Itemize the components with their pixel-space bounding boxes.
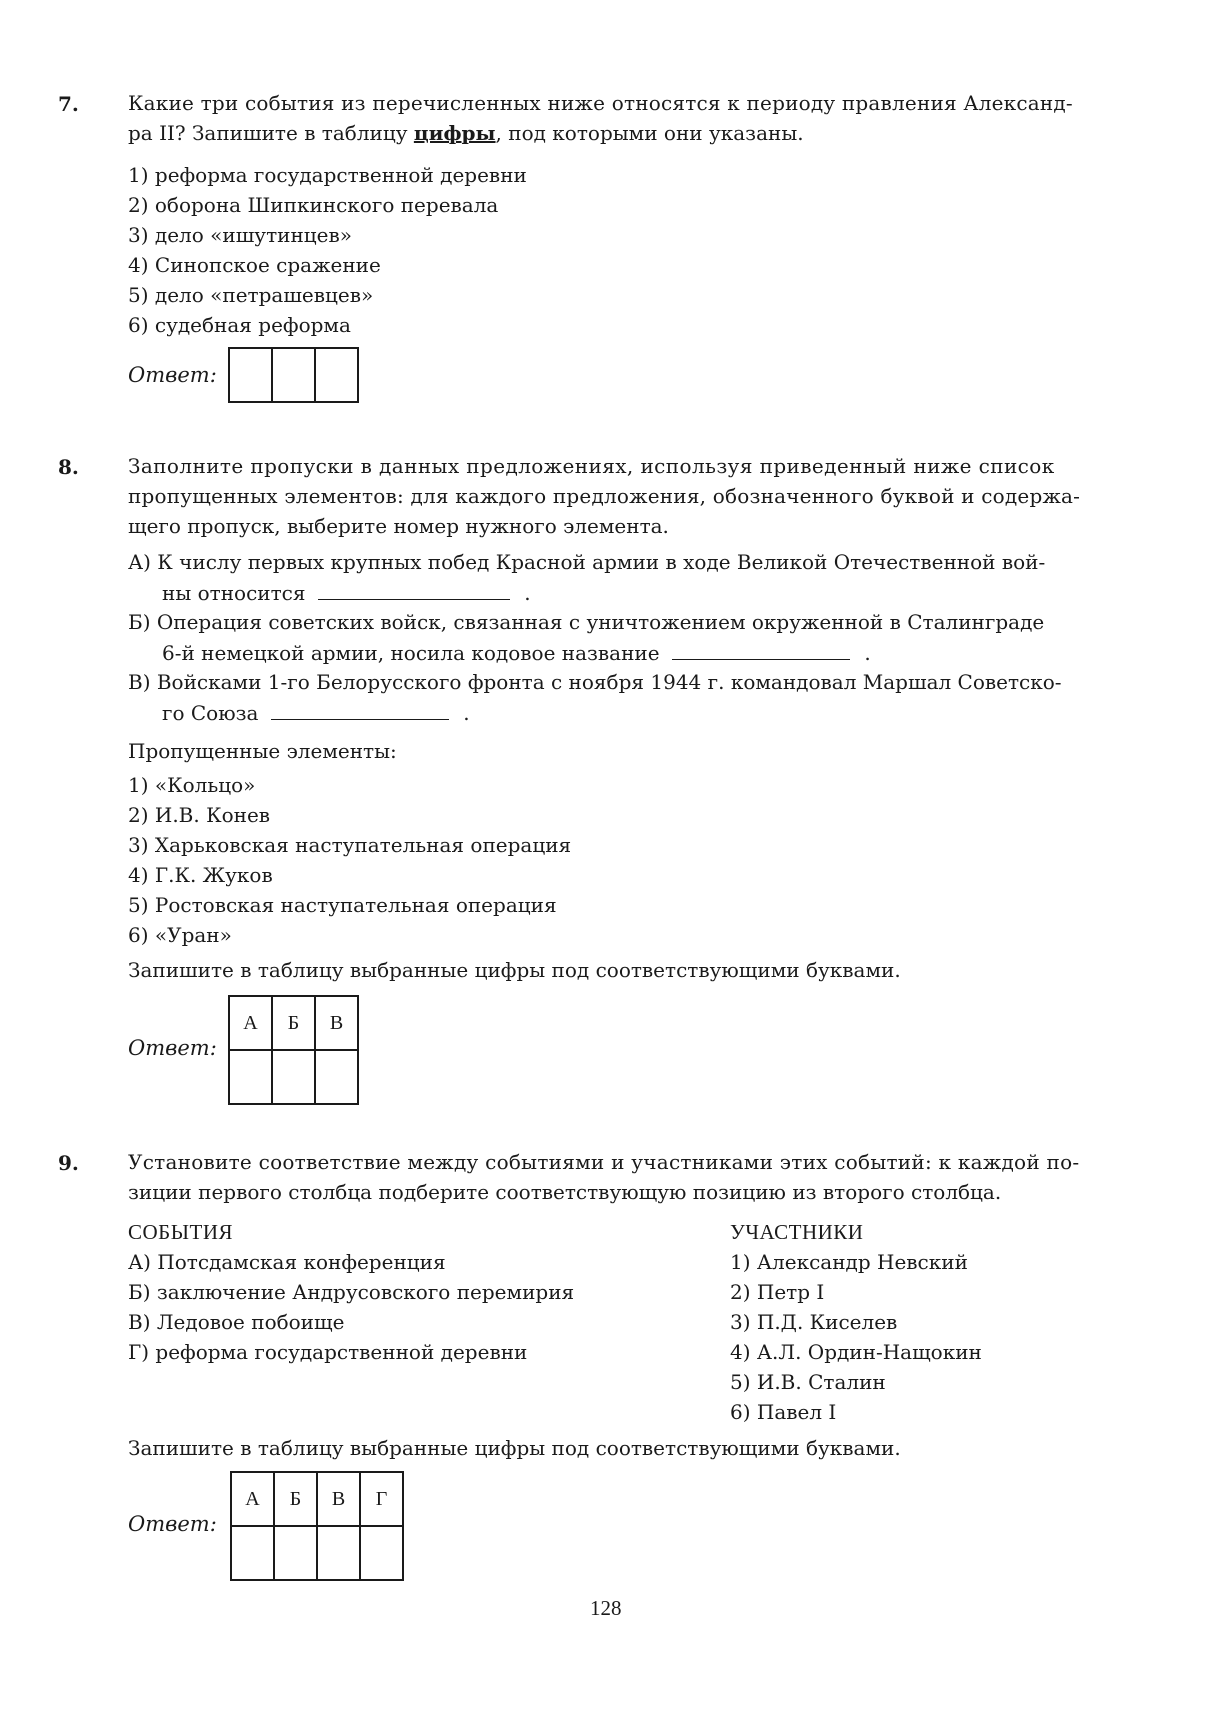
q8-answer-label: Ответ: (128, 1036, 217, 1060)
q8-elements-title: Пропущенные элементы: (128, 739, 397, 763)
q7-answer-label: Ответ: (128, 363, 217, 387)
q9-participant: 3) П.Д. Киселев (730, 1310, 898, 1334)
q8-instruction: Запишите в таблицу выбранные цифры под соответствующими буквами. (128, 958, 901, 982)
q7-option: 2) оборона Шипкинского перевала (128, 193, 499, 217)
q9-column-header: В (317, 1472, 360, 1526)
q9-event: А) Потсдамская конференция (128, 1250, 446, 1274)
q7-text-line2-end: , под которыми они указаны. (495, 121, 804, 145)
q9-instruction: Запишите в таблицу выбранные цифры под соответствующими буквами. (128, 1436, 901, 1460)
q8-column-header: В (315, 996, 358, 1050)
q7-answer-cell-1[interactable] (229, 348, 272, 402)
q8-element: 3) Харьковская наступательная операция (128, 833, 572, 857)
q8-sentence-b-text: 6-й немецкой армии, носила кодовое название (162, 641, 660, 665)
q9-participant: 1) Александр Невский (730, 1250, 968, 1274)
q8-answer-cell-a[interactable] (229, 1050, 272, 1104)
q8-blank-a[interactable] (318, 581, 510, 600)
q7-text-line1: Какие три события из перечисленных ниже относятся к периоду правления Александ- (128, 91, 1073, 115)
q9-participants-header: УЧАСТНИКИ (730, 1220, 864, 1244)
q8-sentence-b-line2 (162, 641, 871, 664)
q9-event: Г) реформа государственной деревни (128, 1340, 528, 1364)
q7-answer-cell-3[interactable] (315, 348, 358, 402)
q8-answer-cell-c[interactable] (315, 1050, 358, 1104)
q8-sentence-c-end: . (463, 701, 470, 725)
q7-answer-cell-2[interactable] (272, 348, 315, 402)
q7-number: 7. (58, 92, 79, 116)
q7-option: 6) судебная реформа (128, 313, 351, 337)
q7-option: 4) Синопское сражение (128, 253, 381, 277)
q8-sentence-a-line1: А) К числу первых крупных побед Красной армии в ходе Великой Отечественной вой- (128, 550, 1046, 574)
q9-intro-line: Установите соответствие между событиями и участниками этих событий: к каждой по- (128, 1150, 1080, 1174)
q9-participant: 5) И.В. Сталин (730, 1370, 886, 1394)
q9-column-header: А (231, 1472, 274, 1526)
q9-participant: 2) Петр I (730, 1280, 825, 1304)
q8-sentence-c-line2 (162, 701, 470, 724)
q9-events-header: СОБЫТИЯ (128, 1220, 234, 1244)
q8-element: 6) «Уран» (128, 923, 232, 947)
q9-intro-line: зиции первого столбца подберите соответствующую позицию из второго столбца. (128, 1180, 1002, 1204)
q8-number: 8. (58, 455, 79, 479)
q8-element: 5) Ростовская наступательная операция (128, 893, 557, 917)
q7-option: 3) дело «ишутинцев» (128, 223, 352, 247)
q8-sentence-c-text: го Союза (162, 701, 259, 725)
q8-element: 4) Г.К. Жуков (128, 863, 273, 887)
q9-participant: 6) Павел I (730, 1400, 837, 1424)
q8-intro-line: щего пропуск, выберите номер нужного элемента. (128, 514, 669, 538)
q8-intro-line: пропущенных элементов: для каждого предложения, обозначенного буквой и содержа- (128, 484, 1081, 508)
q9-answer-cell-d[interactable] (360, 1526, 403, 1580)
q7-text-line2 (128, 122, 804, 144)
q8-sentence-a-text: ны относится (162, 581, 306, 605)
q8-sentence-a-line2 (162, 581, 531, 604)
q8-element: 2) И.В. Конев (128, 803, 271, 827)
q9-answer-cell-c[interactable] (317, 1526, 360, 1580)
q8-element: 1) «Кольцо» (128, 773, 256, 797)
q7-text-line2-start: ра II? Запишите в таблицу (128, 121, 414, 145)
q9-column-header: Б (274, 1472, 317, 1526)
page-number: 128 (590, 1596, 622, 1620)
q7-option: 1) реформа государственной деревни (128, 163, 527, 187)
q8-blank-c[interactable] (271, 701, 449, 720)
q9-event: Б) заключение Андрусовского перемирия (128, 1280, 575, 1304)
q8-answer-cell-b[interactable] (272, 1050, 315, 1104)
q9-answer-table (230, 1471, 404, 1581)
q8-blank-b[interactable] (672, 641, 850, 660)
q7-option: 5) дело «петрашевцев» (128, 283, 374, 307)
q9-answer-cell-a[interactable] (231, 1526, 274, 1580)
q9-number: 9. (58, 1151, 79, 1175)
q8-sentence-c-line1: В) Войсками 1-го Белорусского фронта с ноября 1944 г. командовал Маршал Советско- (128, 670, 1062, 694)
q7-emphasis: цифры (413, 121, 496, 145)
q8-sentence-b-end: . (864, 641, 871, 665)
q8-intro-line: Заполните пропуски в данных предложениях, используя приведенный ниже список (128, 454, 1055, 478)
q9-column-header: Г (360, 1472, 403, 1526)
q8-sentence-a-end: . (524, 581, 531, 605)
q8-answer-table (228, 995, 359, 1105)
q8-column-header: Б (272, 996, 315, 1050)
q9-answer-cell-b[interactable] (274, 1526, 317, 1580)
q7-answer-table (228, 347, 359, 403)
q8-column-header: А (229, 996, 272, 1050)
q9-participant: 4) А.Л. Ордин-Нащокин (730, 1340, 982, 1364)
q9-answer-label: Ответ: (128, 1512, 217, 1536)
q9-event: В) Ледовое побоище (128, 1310, 345, 1334)
q8-sentence-b-line1: Б) Операция советских войск, связанная с уничтожением окруженной в Сталинграде (128, 610, 1045, 634)
